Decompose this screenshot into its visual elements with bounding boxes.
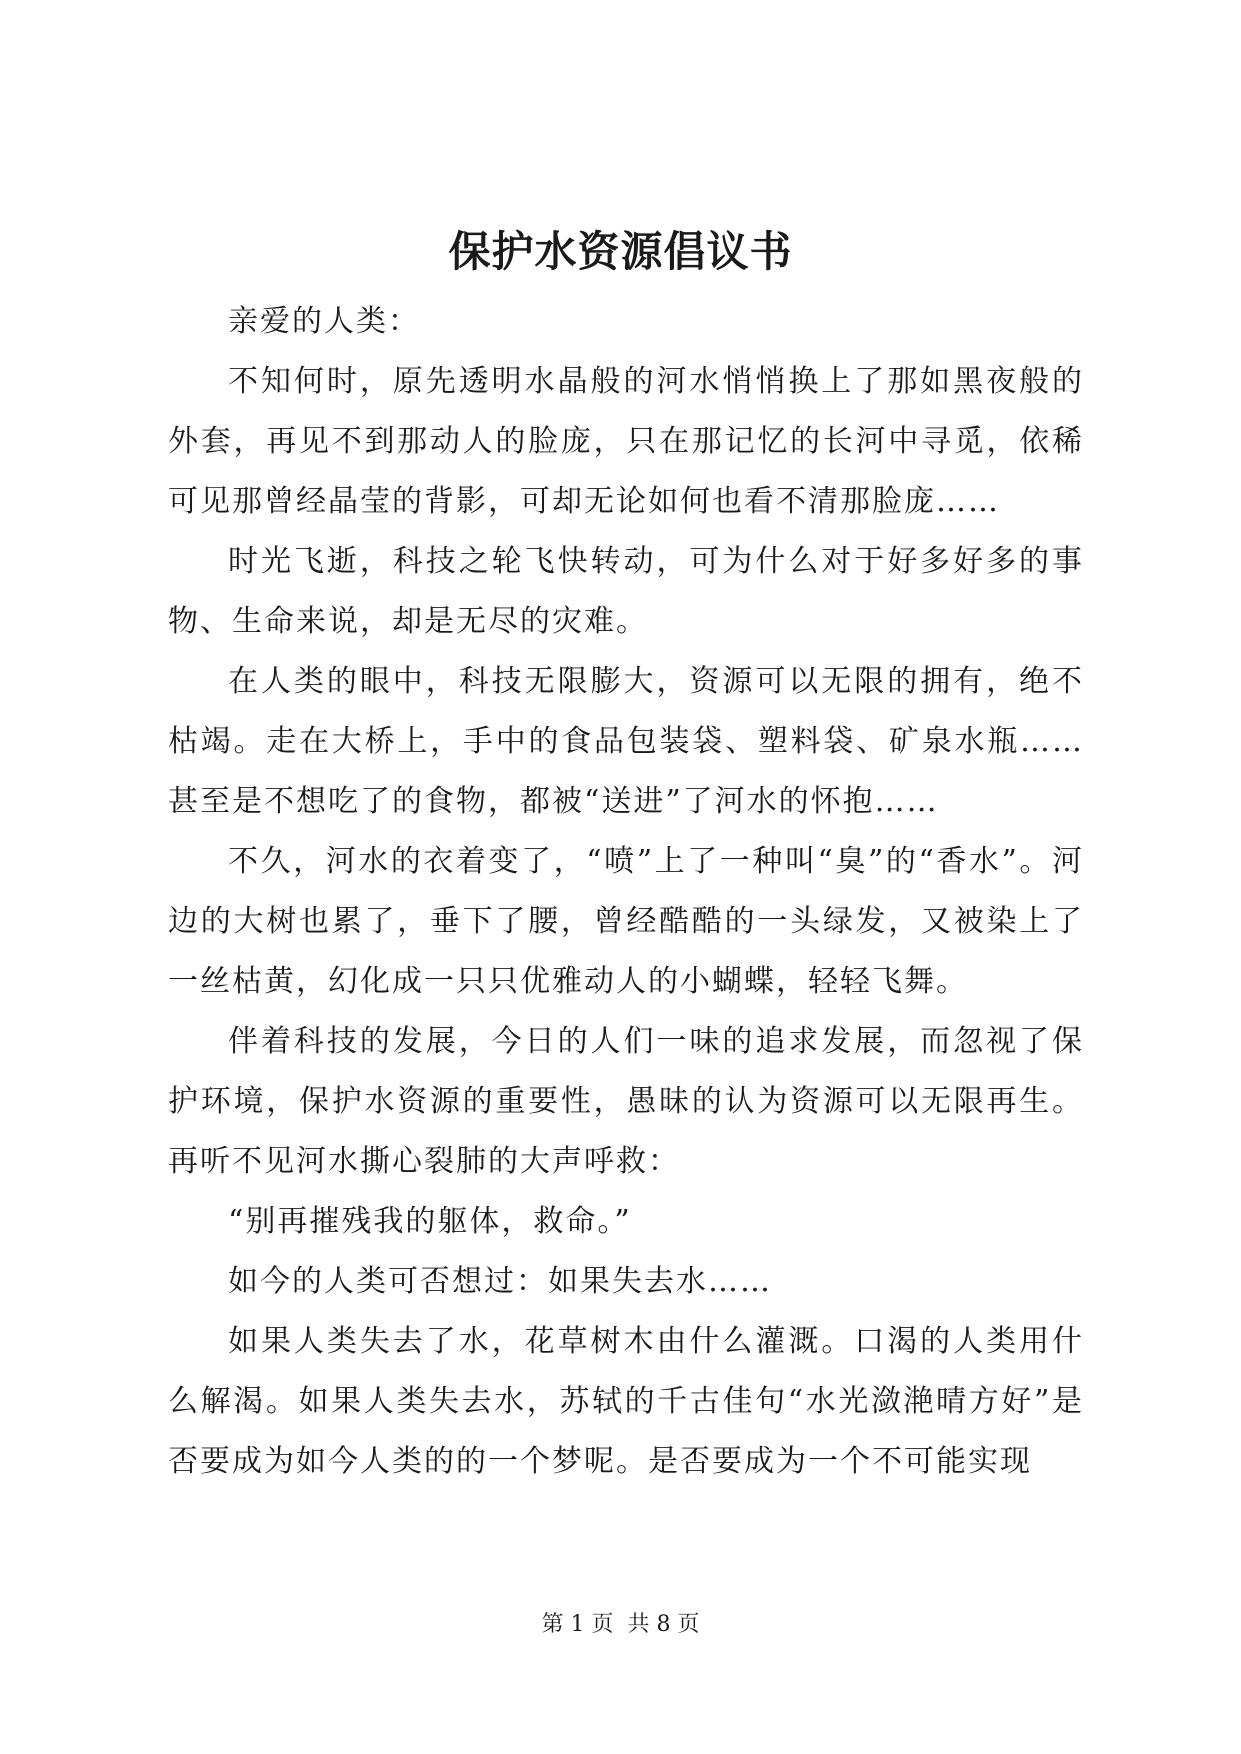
paragraph-quote: “别再摧残我的躯体，救命。” (228, 1204, 632, 1239)
page-footer (0, 1610, 1241, 1640)
paragraph: 如果人类失去了水，花草树木由什么灌溉。口渴的人类用什么解渴。如果人类失去水，苏轼的千古佳句“水光潋滟晴方好”是否要成为如今人类的的一个梦呢。是否要成为一个不可能实现 (168, 1324, 1084, 1479)
paragraph: 不知何时，原先透明水晶般的河水悄悄换上了那如黑夜般的外套，再见不到那动人的脸庞，只在那记忆的长河中寻觅，依稀可见那曾经晶莹的背影，可却无论如何也看不清那脸庞…… (168, 364, 1084, 519)
page-total: 共 8 页 (627, 1612, 700, 1637)
paragraph: 如今的人类可否想过：如果失去水…… (228, 1264, 772, 1299)
paragraph: 在人类的眼中，科技无限膨大，资源可以无限的拥有，绝不枯竭。走在大桥上，手中的食品包装袋、塑料袋、矿泉水瓶……甚至是不想吃了的食物，都被“送进”了河水的怀抱…… (168, 664, 1084, 819)
document-body (168, 292, 1084, 1492)
paragraph-salutation: 亲爱的人类： (228, 304, 420, 339)
paragraph: 时光飞逝，科技之轮飞快转动，可为什么对于好多好多的事物、生命来说，却是无尽的灾难。 (168, 544, 1084, 639)
page-number: 第 1 页 (541, 1612, 614, 1637)
paragraph: 不久，河水的衣着变了，“喷”上了一种叫“臭”的“香水”。河边的大树也累了，垂下了腰，曾经酷酷的一头绿发，又被染上了一丝枯黄，幻化成一只只优雅动人的小蝴蝶，轻轻飞舞。 (168, 844, 1084, 999)
paragraph: 伴着科技的发展，今日的人们一味的追求发展，而忽视了保护环境，保护水资源的重要性，愚昧的认为资源可以无限再生。再听不见河水撕心裂肺的大声呼救： (168, 1024, 1084, 1179)
document-title: 保护水资源倡议书 (448, 227, 793, 276)
